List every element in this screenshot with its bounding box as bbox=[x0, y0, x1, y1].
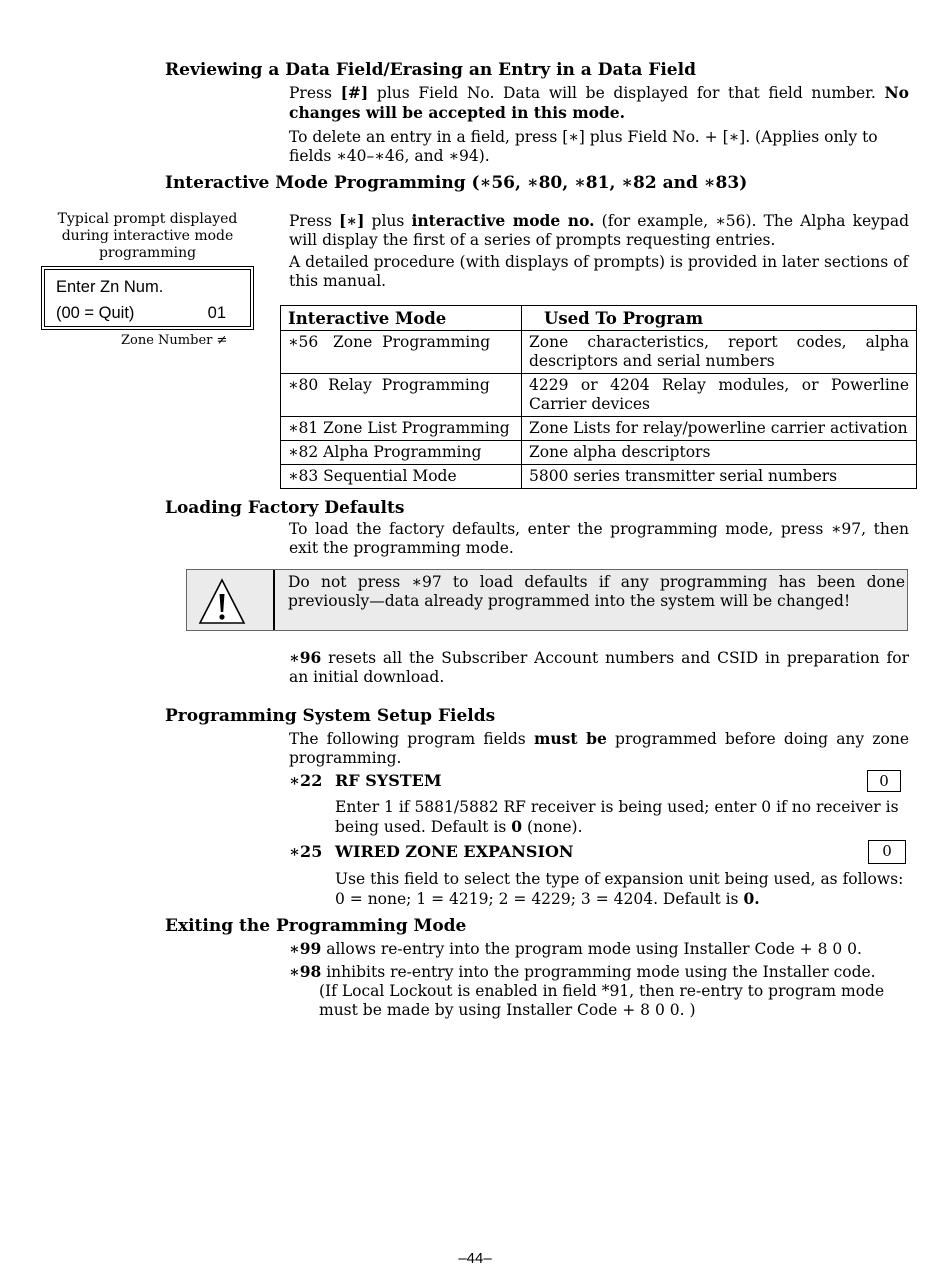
local-lockout-note: (If Local Lockout is enabled in field *91, then re-entry to program mode must be made by using Installer Code + 8 0 0. ) bbox=[319, 982, 885, 1019]
keypad-quit-text: (00 = Quit) bbox=[56, 304, 135, 322]
exit-99-text: allows re-entry into the program mode using Installer Code + 8 0 0. bbox=[321, 940, 862, 958]
review-text-b: plus Field No. Data will be displayed for that field number. bbox=[368, 84, 885, 102]
field-25-description bbox=[335, 870, 909, 909]
exit-98-line bbox=[289, 962, 876, 982]
zone-number-label: Zone Number ≠ bbox=[121, 333, 228, 348]
field-25-default: 0. bbox=[743, 889, 760, 908]
heading-system-setup-fields: Programming System Setup Fields bbox=[165, 706, 496, 726]
pound-key: [#] bbox=[340, 83, 369, 102]
field-96-code: ∗96 bbox=[289, 648, 322, 667]
heading-reviewing-data-field: Reviewing a Data Field/Erasing an Entry in a Data Field bbox=[165, 60, 696, 80]
heading-exiting-programming: Exiting the Programming Mode bbox=[165, 916, 467, 936]
warning-divider bbox=[273, 570, 275, 630]
keypad-line-1: Enter Zn Num. bbox=[56, 278, 164, 296]
factory-defaults-paragraph: To load the factory defaults, enter the programming mode, press ∗97, then exit the programming mode. bbox=[289, 520, 909, 557]
field-22-name: RF SYSTEM bbox=[335, 771, 442, 790]
table-row bbox=[281, 374, 917, 417]
table-cell-use: 5800 series transmitter serial numbers bbox=[522, 465, 917, 489]
col-header-mode: Interactive Mode bbox=[281, 306, 522, 331]
interactive-paragraph-2: A detailed procedure (with displays of prompts) is provided in later sections of this manual. bbox=[289, 253, 909, 290]
star-key: [∗] bbox=[339, 211, 365, 230]
table-cell-mode: ∗81 Zone List Programming bbox=[281, 417, 522, 441]
field-99-code: ∗99 bbox=[289, 939, 322, 958]
heading-factory-defaults: Loading Factory Defaults bbox=[165, 498, 405, 518]
table-row bbox=[281, 417, 917, 441]
table-cell-use: Zone characteristics, report codes, alpha descriptors and serial numbers bbox=[522, 331, 917, 374]
table-cell-use: Zone alpha descriptors bbox=[522, 441, 917, 465]
table-cell-use: 4229 or 4204 Relay modules, or Powerline Carrier devices bbox=[522, 374, 917, 417]
interactive-mode-no: interactive mode no. bbox=[411, 211, 595, 230]
exit-99-line bbox=[289, 939, 862, 959]
reset-96-text: resets all the Subscriber Account numbers and CSID in preparation for an initial download. bbox=[289, 649, 909, 686]
no-changes-warning: No changes will be accepted in this mode. bbox=[289, 83, 909, 122]
keypad-zone-value: 01 bbox=[207, 304, 226, 322]
table-cell-mode: ∗80 Relay Programming bbox=[281, 374, 522, 417]
warning-triangle-icon bbox=[197, 576, 247, 626]
warning-box bbox=[186, 569, 908, 631]
table-header-row bbox=[281, 306, 917, 331]
prompt-caption: Typical prompt displayed during interactive mode programming bbox=[57, 211, 238, 261]
field-98-code: ∗98 bbox=[289, 962, 322, 981]
table-row bbox=[281, 331, 917, 374]
setup-text-b: programmed before doing any zone programming. bbox=[289, 730, 910, 767]
field-22-number: ∗22 bbox=[289, 771, 323, 790]
table-cell-mode: ∗83 Sequential Mode bbox=[281, 465, 522, 489]
field-25-desc-text: Use this field to select the type of expansion unit being used, as follows: 0 = none; 1 = 4219; 2 = 4229; 3 = 4204. Default is bbox=[335, 870, 904, 908]
interactive-paragraph-1 bbox=[289, 211, 909, 250]
table-row bbox=[281, 441, 917, 465]
interactive-text-c: (for example, ∗56). The Alpha keypad will display the first of a series of prompts requesting entries. bbox=[289, 212, 909, 249]
keypad-line-2 bbox=[56, 304, 226, 323]
must-be-text: must be bbox=[533, 729, 607, 748]
interactive-text-b: plus bbox=[364, 212, 412, 230]
interactive-text-a: Press bbox=[289, 212, 340, 230]
field-22-default: 0 bbox=[511, 817, 523, 836]
field-22-desc-text: Enter 1 if 5881/5882 RF receiver is being used; enter 0 if no receiver is being used. Default is bbox=[335, 798, 899, 836]
interactive-modes-table bbox=[280, 305, 917, 489]
col-header-used-to-program: Used To Program bbox=[522, 306, 917, 331]
heading-interactive-mode: Interactive Mode Programming (∗56, ∗80, ∗81, ∗82 and ∗83) bbox=[165, 173, 748, 193]
field-22-value-box: 0 bbox=[867, 770, 901, 792]
table-row bbox=[281, 465, 917, 489]
setup-fields-paragraph bbox=[289, 729, 909, 768]
review-text-a: Press bbox=[289, 84, 341, 102]
exit-98-text: inhibits re-entry into the programming mode using the Installer code. bbox=[321, 963, 876, 981]
field-25-number: ∗25 bbox=[289, 842, 323, 861]
page-number: –44– bbox=[458, 1250, 492, 1267]
field-22-description bbox=[335, 798, 909, 837]
reset-96-paragraph bbox=[289, 648, 909, 687]
keypad-display bbox=[41, 266, 254, 330]
warning-text: Do not press ∗97 to load defaults if any programming has been done previously—data already programmed into the system will be changed! bbox=[288, 573, 905, 610]
table-cell-mode: ∗56 Zone Programming bbox=[281, 331, 522, 374]
delete-entry-paragraph: To delete an entry in a field, press [∗] plus Field No. + [∗]. (Applies only to fields ∗40–∗46, and ∗94). bbox=[289, 128, 878, 165]
setup-text-a: The following program fields bbox=[289, 730, 534, 748]
field-22-desc-end: (none). bbox=[522, 818, 583, 836]
table-cell-use: Zone Lists for relay/powerline carrier activation bbox=[522, 417, 917, 441]
field-25-name: WIRED ZONE EXPANSION bbox=[335, 842, 574, 861]
review-paragraph bbox=[289, 83, 909, 123]
field-25-value-box: 0 bbox=[868, 840, 906, 864]
table-cell-mode: ∗82 Alpha Programming bbox=[281, 441, 522, 465]
